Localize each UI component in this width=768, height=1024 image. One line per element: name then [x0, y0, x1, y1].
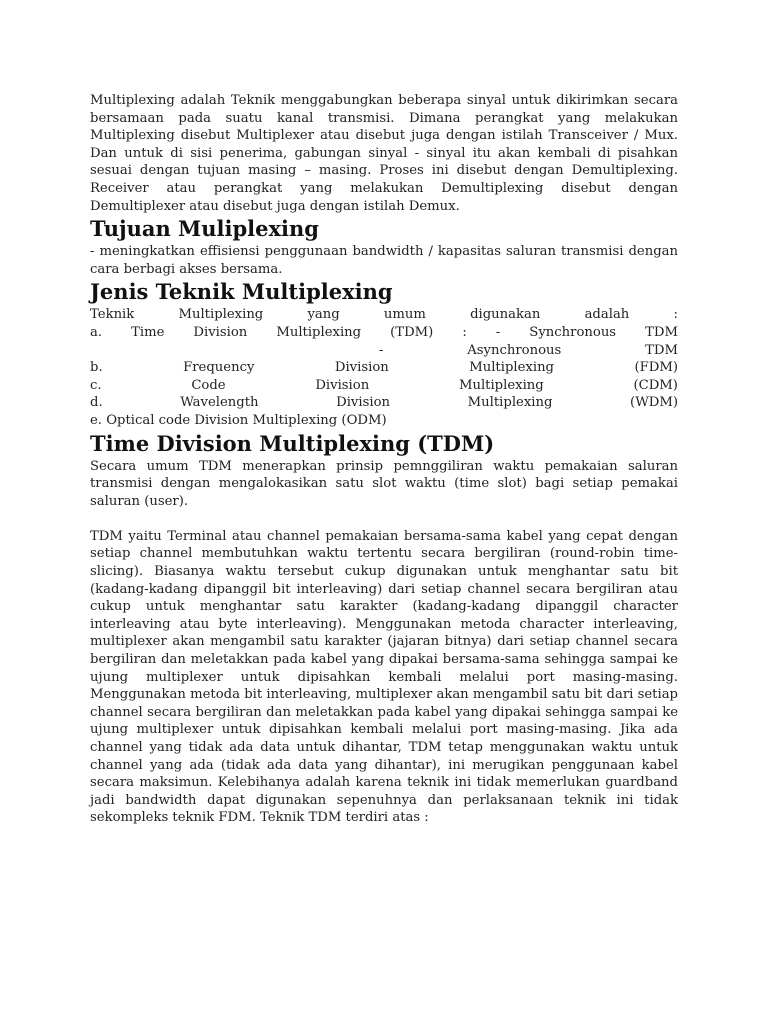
word: Multiplexing — [467, 395, 553, 411]
jenis-item-e — [90, 412, 678, 430]
jenis-list — [90, 306, 678, 429]
tdm-paragraph-1: Secara umum TDM menerapkan prinsip pemnggiliran waktu pemakaian saluran transmisi dengan mengalokasikan satu slot waktu (time slot) bagi setiap pemakai saluran (user). — [90, 458, 678, 509]
word: Frequency — [183, 360, 255, 376]
word: c. — [90, 377, 102, 393]
word: yang — [307, 307, 340, 323]
jenis-item-c — [90, 377, 678, 395]
word: Division — [336, 395, 391, 411]
word: TDM — [645, 324, 678, 340]
document-content — [90, 92, 678, 827]
word: Code — [191, 377, 226, 393]
jenis-intro-line — [90, 306, 678, 324]
word: Division — [315, 377, 370, 393]
word: (CDM) — [633, 377, 678, 393]
word: Division — [334, 360, 389, 376]
jenis-item-e-text: e. Optical code Division Multiplexing (ODM) — [90, 412, 387, 428]
jenis-item-a — [90, 324, 678, 342]
word: a. — [90, 324, 103, 340]
jenis-item-a2-words — [379, 342, 678, 360]
word: Wavelength — [180, 395, 259, 411]
tdm-paragraph-2: TDM yaitu Terminal atau channel pemakaian bersama-sama kabel yang cepat dengan setiap channel membutuhkan waktu tertentu secara bergiliran (round-robin time-slicing). Biasanya waktu tersebut cukup digunakan untuk menghantar satu bit (kadang-kadang dipanggil bit interleaving) dari setiap channel secara bergiliran atau cukup untuk menghantar satu karakter (kadang-kadang dipanggil character interleaving atau byte interleaving). Menggunakan metoda character interleaving, multiplexer akan mengambil satu karakter (jajaran bitnya) dari setiap channel secara bergiliran dan meletakkan pada kabel yang dipakai bersama-sama sehingga sampai ke ujung multiplexer untuk dipisahkan kembali melalui port masing-masing. Menggunakan metoda bit interleaving, multiplexer akan mengambil satu bit dari setiap channel secara bergiliran dan meletakkan pada kabel yang dipakai sehingga sampai ke ujung multiplexer untuk dipisahkan kembali melalui port masing-masing. Jika ada channel yang tidak ada data untuk dihantar, TDM tetap menggunakan waktu untuk channel yang ada (tidak ada data yang dihantar), ini merugikan penggunaan kabel secara maksimun. Kelebihanya adalah karena teknik ini tidak memerlukan guardband jadi bandwidth dapat digunakan sepenuhnya dan perlaksanaan teknik ini tidak sekompleks teknik FDM. Teknik TDM terdiri atas : — [90, 528, 678, 826]
heading-jenis: Jenis Teknik Multiplexing — [90, 279, 393, 305]
word: (FDM) — [634, 360, 678, 376]
word: Division — [193, 324, 248, 340]
word: Time — [131, 324, 165, 340]
word: (WDM) — [630, 395, 678, 411]
word: adalah — [584, 307, 630, 323]
word: Teknik — [90, 307, 135, 323]
heading-tdm: Time Division Multiplexing (TDM) — [90, 430, 495, 456]
word: b. — [90, 360, 103, 376]
word: Multiplexing — [178, 307, 264, 323]
word: Multiplexing — [458, 377, 544, 393]
paragraph-gap — [90, 510, 678, 528]
word: - — [379, 342, 384, 358]
word: digunakan — [470, 307, 541, 323]
word: - — [495, 324, 501, 340]
jenis-item-a2 — [90, 342, 678, 360]
jenis-item-d — [90, 394, 678, 412]
word: umum — [383, 307, 426, 323]
jenis-item-b — [90, 359, 678, 377]
word: : — [673, 307, 678, 323]
tujuan-paragraph: - meningkatkan effisiensi penggunaan bandwidth / kapasitas saluran transmisi dengan cara berbagi akses bersama. — [90, 244, 678, 277]
heading-tujuan: Tujuan Muliplexing — [90, 216, 319, 242]
word: d. — [90, 395, 103, 411]
word: : — [462, 324, 467, 340]
word: (TDM) — [390, 324, 434, 340]
intro-paragraph: Multiplexing adalah Teknik menggabungkan beberapa sinyal untuk dikirimkan secara bersamaan pada suatu kanal transmisi. Dimana perangkat yang melakukan Multiplexing disebut Multiplexer atau disebut juga dengan istilah Transceiver / Mux. Dan untuk di sisi penerima, gabungan sinyal - sinyal itu akan kembali di pisahkan sesuai dengan tujuan masing – masing. Proses ini disebut dengan Demultiplexing. Receiver atau perangkat yang melakukan Demultiplexing disebut dengan Demultiplexer atau disebut juga dengan istilah Demux. — [90, 93, 678, 214]
word: Multiplexing — [276, 324, 362, 340]
word: Multiplexing — [469, 360, 555, 376]
word: TDM — [645, 342, 678, 358]
word: Asynchronous — [467, 342, 562, 358]
word: Synchronous — [529, 324, 617, 340]
